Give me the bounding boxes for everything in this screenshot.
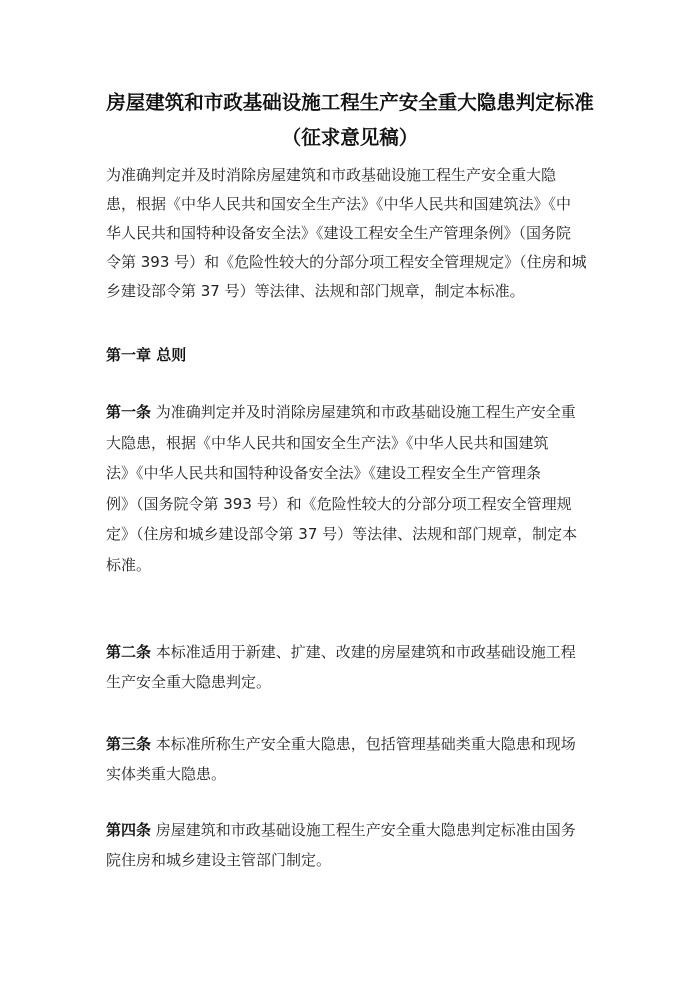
article-text: 本标准适用于新建、扩建、改建的房屋建筑和市政基础设施工程 <box>151 643 576 661</box>
article-1 <box>106 397 606 581</box>
chapter-heading: 第一章 总则 <box>106 346 187 364</box>
intro-line: 为准确判定并及时消除房屋建筑和市政基础设施工程生产安全重大隐 <box>106 166 557 184</box>
article-3 <box>106 729 606 789</box>
article-4 <box>106 815 606 875</box>
intro-line: 患，根据《中华人民共和国安全生产法》《中华人民共和国建筑法》《中 <box>106 195 572 213</box>
document-title: 房屋建筑和市政基础设施工程生产安全重大隐患判定标准 <box>106 91 594 114</box>
article-line: 法》《中华人民共和国特种设备安全法》《建设工程安全生产管理条 <box>106 464 542 483</box>
article-line: 实体类重大隐患。 <box>106 765 227 783</box>
article-text: 房屋建筑和市政基础设施工程生产安全重大隐患判定标准由国务 <box>151 821 576 839</box>
intro-line: 华人民共和国特种设备安全法》《建设工程安全生产管理条例》（国务院 <box>106 224 572 242</box>
article-line: 例》（国务院令第 393 号）和《危险性较大的分部分项工程安全管理规 <box>106 494 572 513</box>
article-text: 本标准所称生产安全重大隐患，包括管理基础类重大隐患和现场 <box>151 735 576 753</box>
article-label: 第二条 <box>106 643 152 661</box>
article-line <box>106 397 606 428</box>
article-line: 标准。 <box>106 555 152 574</box>
intro-line: 乡建设部令第 37 号）等法律、法规和部门规章，制定本标准。 <box>106 282 525 300</box>
article-line <box>106 815 606 845</box>
article-text: 为准确判定并及时消除房屋建筑和市政基础设施工程生产安全重 <box>151 403 576 421</box>
article-label: 第三条 <box>106 735 152 753</box>
article-line: 大隐患，根据《中华人民共和国安全生产法》《中华人民共和国建筑 <box>106 433 549 452</box>
intro-paragraph <box>106 161 606 306</box>
intro-line: 令第 393 号）和《危险性较大的分部分项工程安全管理规定》（住房和城 <box>106 253 587 271</box>
article-line: 院住房和城乡建设主管部门制定。 <box>106 851 332 869</box>
article-line: 生产安全重大隐患判定。 <box>106 673 272 691</box>
article-label: 第四条 <box>106 821 152 839</box>
article-label: 第一条 <box>106 403 152 421</box>
article-2 <box>106 637 606 697</box>
document-subtitle: （征求意见稿） <box>281 126 419 149</box>
article-line: 定》（住房和城乡建设部令第 37 号）等法律、法规和部门规章，制定本 <box>106 525 578 544</box>
article-line <box>106 729 606 759</box>
article-line <box>106 637 606 667</box>
